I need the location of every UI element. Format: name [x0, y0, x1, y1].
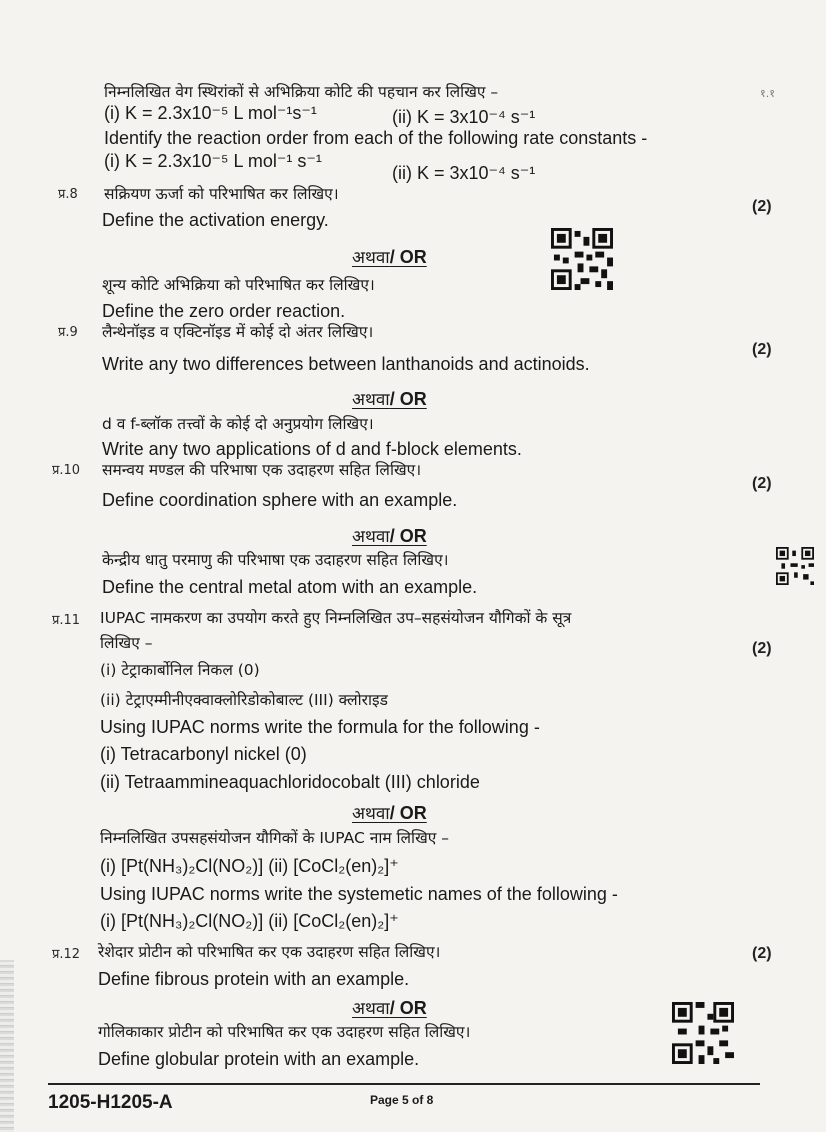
q7-intro-english: Identify the reaction order from each of the following rate constants - [104, 128, 648, 148]
corner-mark: १.१ [760, 87, 775, 100]
qr-code-1 [551, 228, 613, 290]
q11-alt-english: Using IUPAC norms write the systemetic names of the following - [100, 884, 618, 904]
q10-english: Define coordination sphere with an example. [102, 490, 458, 510]
q8-english: Define the activation energy. [102, 210, 329, 230]
q12-english: Define fibrous protein with an example. [98, 969, 410, 989]
q11-hindi-line1: IUPAC नामकरण का उपयोग करते हुए निम्नलिखित उप–सहसंयोजन यौगिकों के सूत्र [100, 609, 572, 627]
q9-marks: (2) [752, 341, 772, 358]
q8-alt-english: Define the zero order reaction. [102, 301, 346, 321]
q9-alt-hindi: d व f-ब्लॉक तत्त्वों के कोई दो अनुप्रयोग लिखिए। [102, 415, 374, 433]
q8-hindi: सक्रियण ऊर्जा को परिभाषित कर लिखिए। [104, 185, 339, 203]
q12-number: प्र.12 [52, 947, 81, 962]
q12-alt-hindi: गोलिकाकार प्रोटीन को परिभाषित कर एक उदाहरण सहित लिखिए। [98, 1023, 471, 1041]
q12-marks: (2) [752, 945, 772, 962]
q7-rate-i-hindi: (i) K = 2.3x10⁻⁵ L mol⁻¹s⁻¹ [104, 103, 317, 123]
page-number: Page 5 of 8 [370, 1093, 434, 1107]
q12-or-label: अथवा/ OR [352, 998, 427, 1019]
q10-alt-hindi: केन्द्रीय धातु परमाणु की परिभाषा एक उदाहरण सहित लिखिए। [102, 551, 449, 569]
q10-marks: (2) [752, 475, 772, 492]
q7-rate-ii-hindi: (ii) K = 3x10⁻⁴ s⁻¹ [392, 107, 536, 127]
q11-english-ii: (ii) Tetraammineaquachloridocobalt (III) chloride [100, 772, 480, 792]
q10-or-label: अथवा/ OR [352, 526, 427, 547]
footer-rule [48, 1083, 760, 1085]
q11-marks: (2) [752, 640, 772, 657]
q11-hindi-ii: (ii) टेट्राएम्मीनीएक्वाक्लोरिडोकोबाल्ट (III) क्लोराइड [100, 691, 388, 709]
q11-number: प्र.11 [52, 613, 81, 628]
qr-code-2 [776, 547, 814, 585]
q11-alt-formula-english: (i) [Pt(NH₃)₂Cl(NO₂)] (ii) [CoCl₂(en)₂]⁺ [100, 911, 399, 931]
q8-alt-hindi: शून्य कोटि अभिक्रिया को परिभाषित कर लिखिए। [102, 276, 375, 294]
q9-english: Write any two differences between lanthanoids and actinoids. [102, 354, 590, 374]
q9-number: प्र.9 [58, 325, 78, 340]
q12-alt-english: Define globular protein with an example. [98, 1049, 420, 1069]
q8-marks: (2) [752, 198, 772, 215]
q9-or-label: अथवा/ OR [352, 389, 427, 410]
q8-or-label: अथवा/ OR [352, 247, 427, 268]
q7-rate-ii-english: (ii) K = 3x10⁻⁴ s⁻¹ [392, 163, 536, 183]
q7-rate-i-english: (i) K = 2.3x10⁻⁵ L mol⁻¹ s⁻¹ [104, 151, 322, 171]
q10-alt-english: Define the central metal atom with an example. [102, 577, 478, 597]
qr-code-3 [672, 1002, 734, 1064]
q8-number: प्र.8 [58, 187, 78, 202]
scan-edge-artifact [0, 960, 14, 1132]
q11-alt-formula-hindi: (i) [Pt(NH₃)₂Cl(NO₂)] (ii) [CoCl₂(en)₂]⁺ [100, 856, 399, 876]
q11-or-label: अथवा/ OR [352, 803, 427, 824]
q9-alt-english: Write any two applications of d and f-block elements. [102, 439, 522, 459]
q9-hindi: लैन्थेनॉइड व एक्टिनॉइड में कोई दो अंतर लिखिए। [102, 323, 374, 341]
q11-english-i: (i) Tetracarbonyl nickel (0) [100, 744, 307, 764]
q12-hindi: रेशेदार प्रोटीन को परिभाषित कर एक उदाहरण सहित लिखिए। [98, 943, 441, 961]
q11-hindi-line2: लिखिए – [100, 634, 153, 652]
q7-intro-hindi: निम्नलिखित वेग स्थिरांकों से अभिक्रिया कोटि की पहचान कर लिखिए – [104, 83, 499, 101]
q11-hindi-i: (i) टेट्राकार्बोनिल निकल (0) [100, 661, 260, 679]
paper-code: 1205-H1205-A [48, 1092, 173, 1113]
q10-hindi: समन्वय मण्डल की परिभाषा एक उदाहरण सहित लिखिए। [102, 461, 422, 479]
q10-number: प्र.10 [52, 463, 81, 478]
q11-english-intro: Using IUPAC norms write the formula for the following - [100, 717, 540, 737]
q11-alt-hindi: निम्नलिखित उपसहसंयोजन यौगिकों के IUPAC नाम लिखिए – [100, 829, 449, 847]
